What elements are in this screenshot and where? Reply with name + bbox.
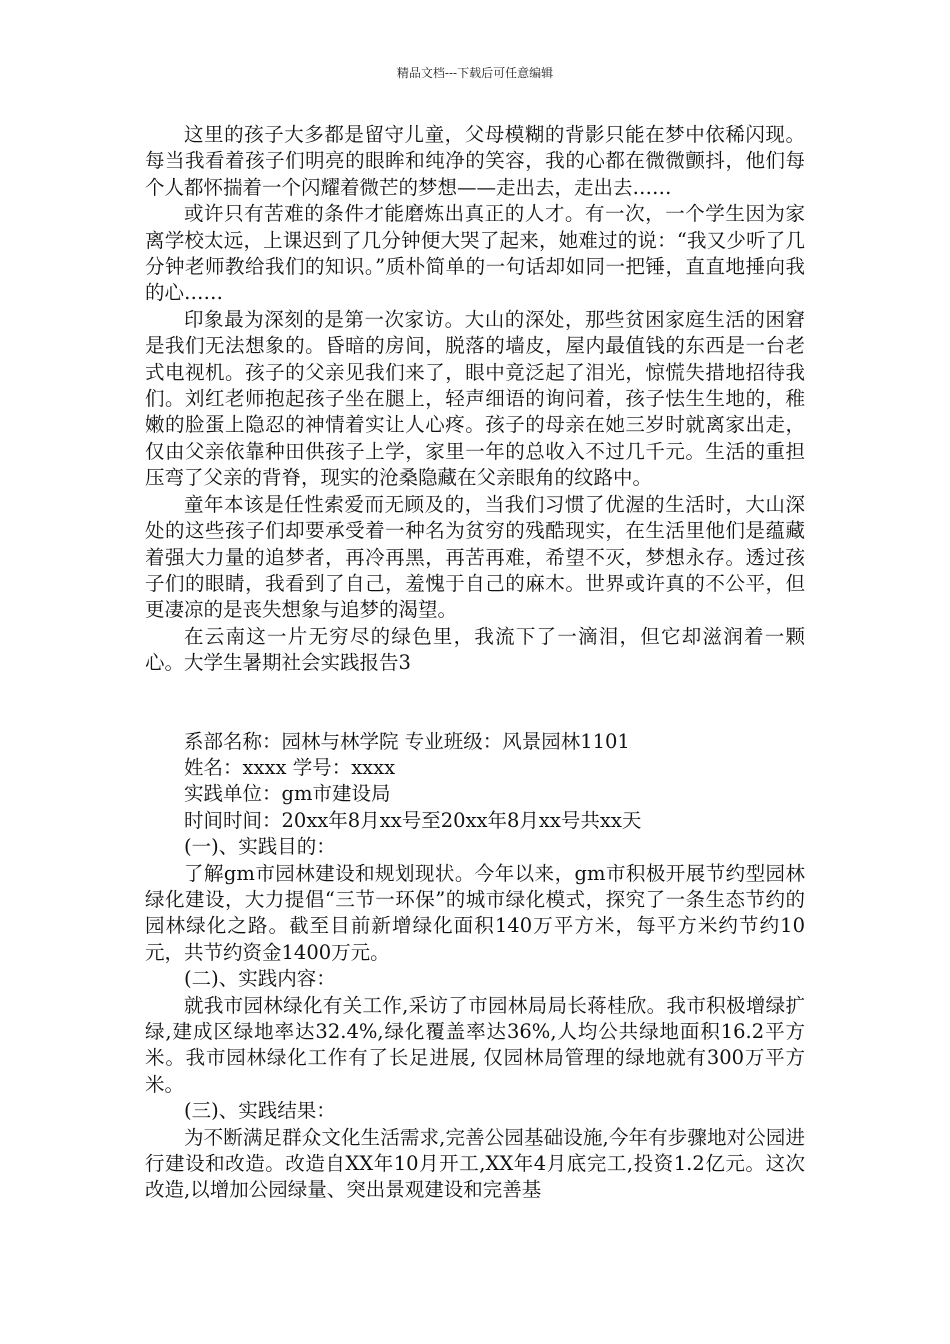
info-unit: 实践单位：gm市建设局 <box>184 782 391 806</box>
paragraph: 童年本该是任性索爱而无顾及的，当我们习惯了优渥的生活时，大山深处的这些孩子们却要承受着一种名为贫穷的残酷现实，在生活里他们是蕴藏着强大力量的追梦者，再冷再黑，再苦再难，希望不灭，梦想永存。透过孩子们的眼睛，我看到了自己，羞愧于自己的麻木。世界或许真的不公平，但更凄凉的是丧失想象与追梦的渴望。 <box>145 492 805 622</box>
info-name: 姓名：xxxx 学号：xxxx <box>184 755 396 779</box>
section-heading-content: (二)、实践内容： <box>184 967 336 991</box>
paragraph: 印象最为深刻的是第一次家访。大山的深处，那些贫困家庭生活的困窘是我们无法想象的。昏暗的房间，脱落的墙皮，屋内最值钱的东西是一台老式电视机。孩子的父亲见我们来了，眼中竟泛起了泪光，惊慌失措地招待我们。刘红老师抱起孩子坐在腿上，轻声细语的询问着，孩子怯生生地的，稚嫩的脸蛋上隐忍的神情着实让人心疼。孩子的母亲在她三岁时就离家出走，仅由父亲依靠种田供孩子上学，家里一年的总收入不过几千元。生活的重担压弯了父亲的背脊，现实的沧桑隐藏在父亲眼角的纹路中。 <box>145 307 805 490</box>
paragraph: 或许只有苦难的条件才能磨炼出真正的人才。有一次，一个学生因为家离学校太远，上课迟到了几分钟便大哭了起来，她难过的说：“我又少听了几分钟老师教给我们的知识。”质朴简单的一句话却如同一把锤，直直地捶向我的心…… <box>145 202 805 305</box>
paragraph: 了解gm市园林建设和规划现状。今年以来，gm市积极开展节约型园林绿化建设，大力提倡“三节一环保”的城市绿化模式，探究了一条生态节约的园林绿化之路。截至目前新增绿化面积140万平方米，每平方米约节约10元，共节约资金1400万元。 <box>145 861 805 964</box>
info-department: 系部名称：园林与林学院 专业班级：风景园林1101 <box>184 729 630 753</box>
section-heading-purpose: (一)、实践目的： <box>184 835 336 859</box>
paragraph: 为不断满足群众文化生活需求,完善公园基础设施,今年有步骤地对公园进行建设和改造。改造自XX年10月开工,XX年4月底完工,投资1.2亿元。这次改造,以增加公园绿量、突出景观建设和完善基 <box>145 1125 805 1202</box>
page-header: 精品文档---下载后可任意编辑 <box>396 66 554 80</box>
info-time: 时间时间：20xx年8月xx号至20xx年8月xx号共xx天 <box>184 808 642 832</box>
document-body <box>145 122 805 1204</box>
section-heading-results: (三)、实践结果： <box>184 1099 336 1123</box>
paragraph: 就我市园林绿化有关工作,采访了市园林局局长蒋桂欣。我市积极增绿扩绿,建成区绿地率达32.4%,绿化覆盖率达36%,人均公共绿地面积16.2平方米。我市园林绿化工作有了长足进展, 仅园林局管理的绿地就有300万平方米。 <box>145 993 805 1096</box>
paragraph: 这里的孩子大多都是留守儿童，父母模糊的背影只能在梦中依稀闪现。每当我看着孩子们明亮的眼眸和纯净的笑容，我的心都在微微颤抖，他们每个人都怀揣着一个闪耀着微芒的梦想——走出去，走出去…… <box>145 123 805 199</box>
paragraph: 在云南这一片无穷尽的绿色里，我流下了一滴泪，但它却滋润着一颗心。大学生暑期社会实践报告3 <box>145 624 805 675</box>
section-gap <box>145 677 805 729</box>
